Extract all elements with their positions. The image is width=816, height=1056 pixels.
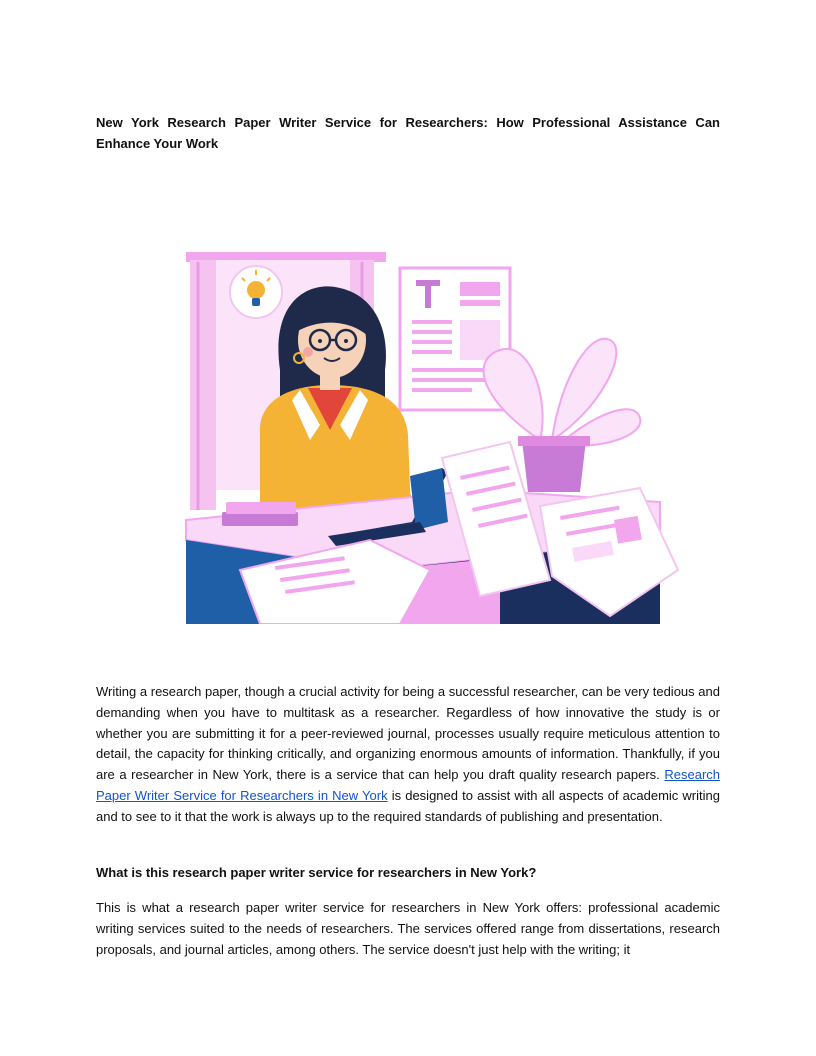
document-title: New York Research Paper Writer Service for Researchers: How Professional Assistance Can Enhance Your Work — [96, 115, 720, 151]
curtain-left — [190, 260, 216, 510]
intro-paragraph — [96, 682, 720, 828]
researcher-at-desk-illustration — [180, 240, 692, 624]
service-link[interactable]: Research Paper Writer Service for Researchers in New York — [96, 767, 720, 803]
book-stack — [222, 502, 298, 526]
section-heading: What is this research paper writer service for researchers in New York? — [96, 865, 537, 880]
intro-text-start: Writing a research paper, though a crucial activity for being a successful researcher, can be very tedious and demanding when you have to multitask as a researcher. Regardless of how innovative the study is or whether you are submitting it for a peer-reviewed journal, processes usually require meticulous attention to detail, the capacity for thinking critically, and organizing enormous amounts of information. Thankfully, if you are a researcher in New York, there is a service that can help you draft quality research papers. — [96, 684, 720, 783]
lightbulb-icon — [230, 266, 282, 318]
section-paragraph: This is what a research paper writer service for researchers in New York offers: professional academic writing services suited to the needs of researchers. The services offered range from dissertations, research proposals, and journal articles, among others. The service doesn't just help with the writing; it — [96, 900, 720, 957]
intro-text-end: is designed to assist with all aspects of academic writing and to see to it that the work is always up to the required standards of publishing and presentation. — [96, 787, 720, 824]
